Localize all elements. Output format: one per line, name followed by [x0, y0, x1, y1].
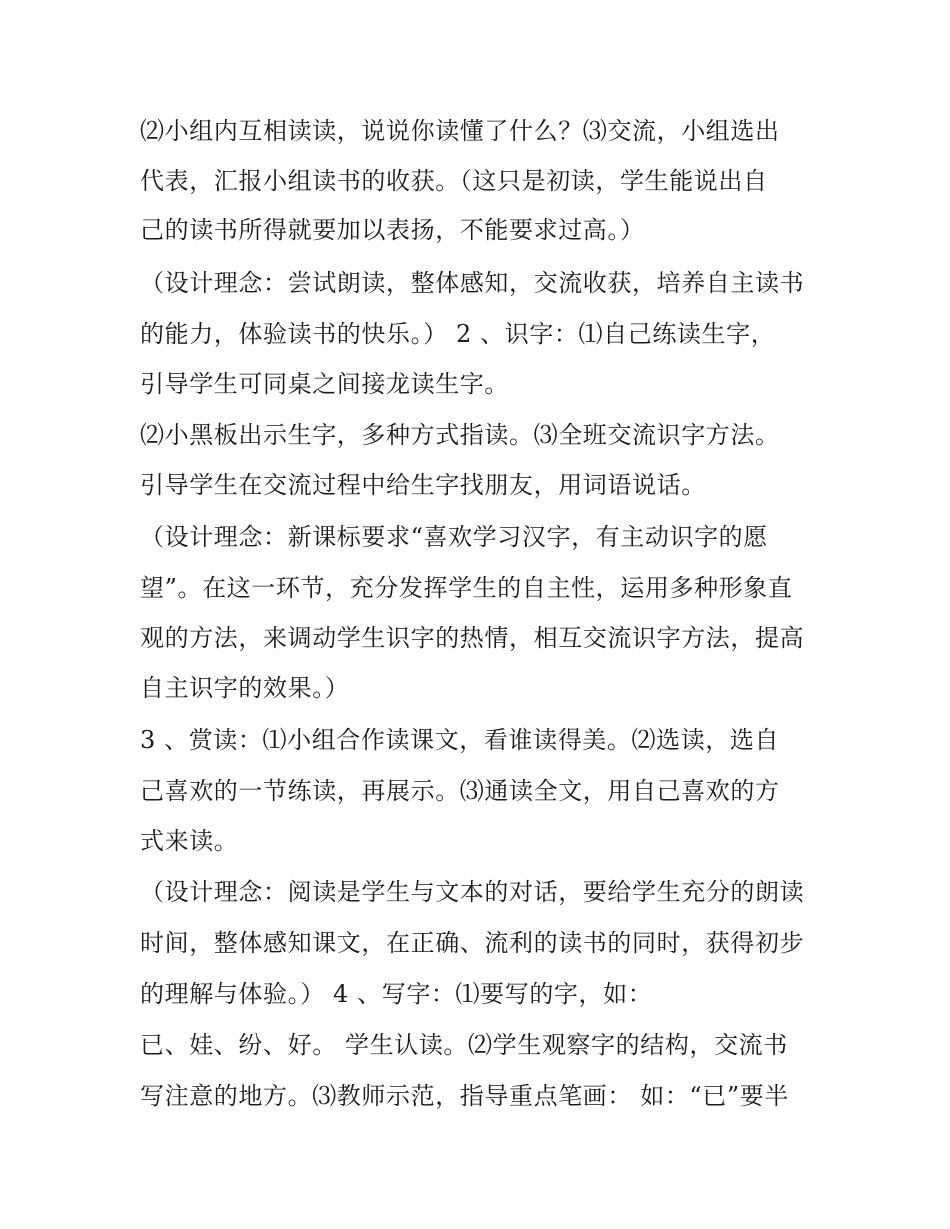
text-line: 望”。在这一环节，充分发挥学生的自主性，运用多种形象直	[140, 574, 793, 602]
text-line: 的理解与体验。） 4 、写字：⑴要写的字，如：	[140, 980, 653, 1008]
text-line: 时间，整体感知课文，在正确、流利的读书的同时，获得初步	[140, 929, 805, 957]
text-line: （设计理念：尝试朗读，整体感知，交流收获，培养自主读书	[140, 269, 805, 297]
text-line: 观的方法，来调动学生识字的热情，相互交流识字方法，提高	[140, 624, 805, 652]
text-line: 引导学生可同桌之间接龙读生字。	[140, 370, 509, 398]
text-line: 引导学生在交流过程中给生字找朋友，用词语说话。	[140, 471, 706, 499]
text-line: 3 、赏读：⑴小组合作读课文，看谁读得美。⑵选读，选自	[140, 726, 780, 754]
text-line: （设计理念：新课标要求“喜欢学习汉字，有主动识字的愿	[140, 523, 768, 551]
text-line: （设计理念：阅读是学生与文本的对话，要给学生充分的朗读	[140, 878, 805, 906]
text-line: 代表，汇报小组读书的收获。（这只是初读，学生能说出自	[140, 167, 768, 195]
text-line: 己喜欢的一节练读，再展示。⑶通读全文，用自己喜欢的方	[140, 777, 780, 805]
text-line: ⑵小黑板出示生字，多种方式指读。⑶全班交流识字方法。	[140, 421, 780, 449]
text-line: 自主识字的效果。）	[140, 674, 350, 702]
text-line: 己的读书所得就要加以表扬，不能要求过高。）	[140, 216, 645, 244]
text-line: 写注意的地方。⑶教师示范，指导重点笔画： 如：“已”要半	[140, 1082, 789, 1110]
text-line: 式来读。	[140, 827, 239, 855]
text-line: 已、娃、纷、好。 学生认读。⑵学生观察字的结构，交流书	[140, 1031, 788, 1059]
text-line: 的能力，体验读书的快乐。） 2 、识字：⑴自己练读生字，	[140, 320, 776, 348]
text-line: ⑵小组内互相读读，说说你读懂了什么？⑶交流，小组选出	[140, 117, 780, 145]
